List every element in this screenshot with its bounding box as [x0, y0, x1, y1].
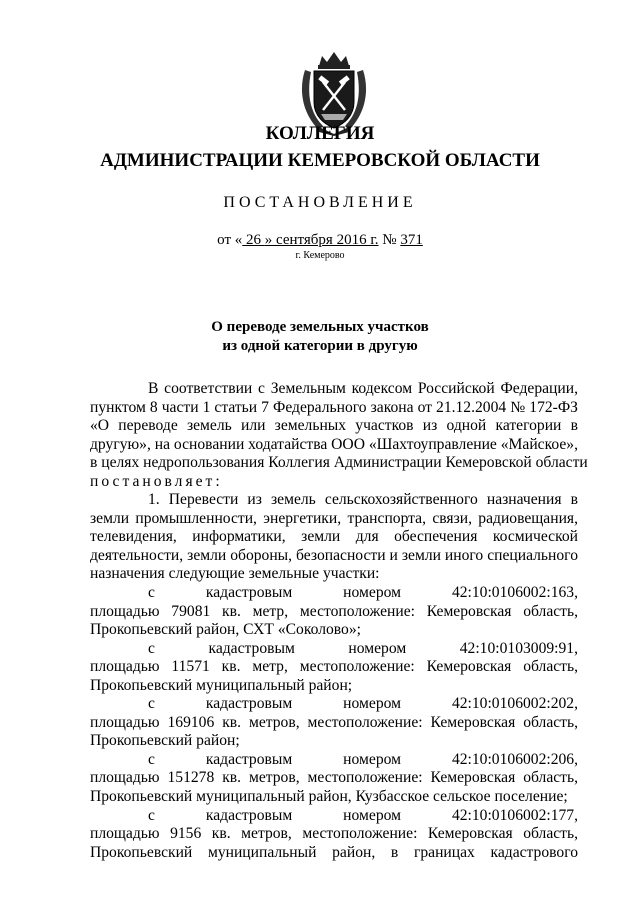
body-text-line: постановляет: [90, 472, 223, 490]
body-text-line: телевидения, информатики, земли для обеспечения космической [90, 528, 578, 546]
document-type: ПОСТАНОВЛЕНИЕ [223, 194, 417, 211]
document-title-line2: из одной категории в другую [222, 338, 418, 354]
body-text-line: «О переводе земель или земельных участков из одной категории в [90, 417, 578, 435]
organization-name-line2: АДМИНИСТРАЦИИ КЕМЕРОВСКОЙ ОБЛАСТИ [100, 150, 540, 171]
body-text-line: площадью 9156 кв. метров, местоположение: Кемеровская область, [90, 825, 578, 843]
date-prefix: от « [217, 232, 243, 248]
body-text-line: Прокопьевский муниципальный район; [90, 676, 353, 694]
body-text-line: с кадастровым номером 42:10:0103009:91, [148, 639, 578, 657]
body-text-line: площадью 151278 кв. метров, местоположение: Кемеровская область, [90, 769, 578, 787]
document-title-line1: О переводе земельных участков [211, 319, 429, 335]
body-text-line: В соответствии с Земельным кодексом Российской Федерации, [148, 380, 578, 397]
body-text-line: пунктом 8 части 1 статьи 7 Федерального закона от 21.12.2004 № 172-ФЗ [90, 398, 578, 416]
body-text-line: земли промышленности, энергетики, транспорта, связи, радиовещания, [90, 509, 578, 527]
body-text-line: Прокопьевский муниципальный район, Кузбасское сельское поселение; [90, 788, 568, 806]
body-text-line: Прокопьевский район, СХТ «Соколово»; [90, 621, 361, 639]
number-prefix: № [378, 232, 401, 248]
body-text-line: с кадастровым номером 42:10:0106002:177, [148, 806, 578, 824]
body-text-line: площадью 169106 кв. метров, местоположение: Кемеровская область, [90, 713, 578, 731]
body-text-line: площадью 11571 кв. метр, местоположение: Кемеровская область, [90, 658, 578, 676]
body-text-line: Прокопьевский район; [90, 732, 240, 750]
body-text-line: площадью 79081 кв. метр, местоположение: Кемеровская область, [90, 602, 578, 620]
document-city: г. Кемерово [295, 250, 345, 261]
body-text-line: деятельности, земли обороны, безопасности и земли иного специального [90, 546, 578, 564]
organization-name-line1: КОЛЛЕГИЯ [265, 123, 375, 144]
date-day: 26 [242, 232, 265, 248]
body-text-line: в целях недропользования Коллегия Администрации Кемеровской области [90, 454, 588, 472]
document-date-line [0, 231, 640, 249]
document-number: 371 [400, 232, 423, 248]
body-text-line: с кадастровым номером 42:10:0106002:163, [148, 584, 578, 602]
body-text-line: с кадастровым номером 42:10:0106002:206, [148, 750, 578, 768]
body-text-line: 1. Перевести из земель сельскохозяйственного назначения в [148, 491, 578, 509]
body-text-line: назначения следующие земельные участки: [90, 565, 380, 583]
date-close-quote: » [264, 232, 276, 248]
body-text-line: с кадастровым номером 42:10:0106002:202, [148, 695, 578, 713]
body-text-line: Прокопьевский муниципальный район, в границах кадастрового [90, 843, 578, 861]
body-text-line: другую», на основании ходатайства ООО «Шахтоуправление «Майское», [90, 435, 578, 453]
date-month-year: сентября 2016 г. [276, 232, 379, 248]
document-body [90, 380, 588, 862]
